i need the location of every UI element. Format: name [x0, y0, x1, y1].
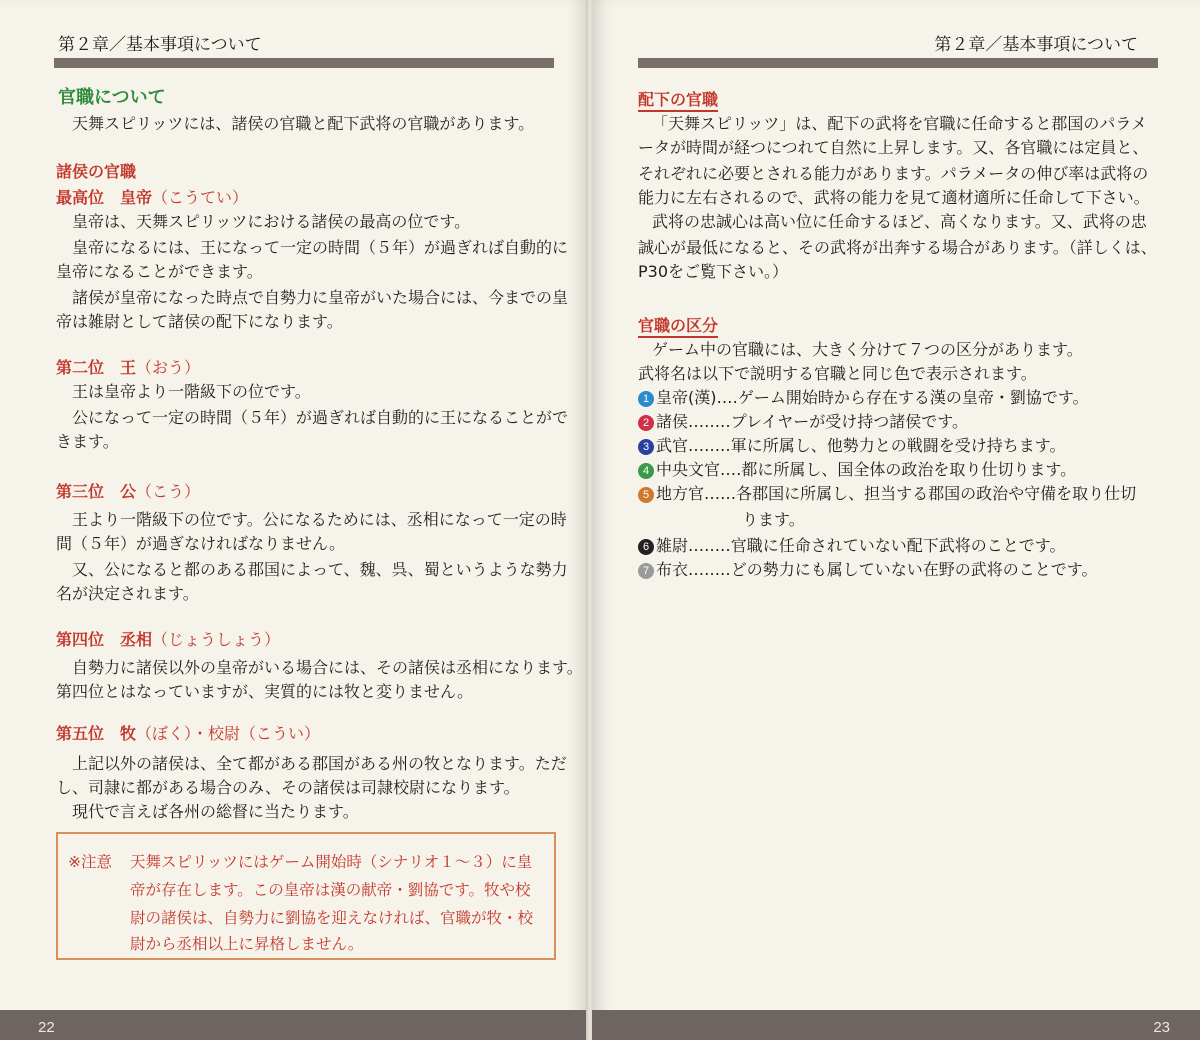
haika-line-5: 武将の忠誠心は高い位に任命するほど、高くなります。又、武将の忠 — [652, 212, 1147, 231]
haika-line-7: P30をご覧下さい。） — [638, 262, 789, 281]
rank-3-line-2: 間（５年）が過ぎなければなりません。 — [56, 534, 345, 553]
rank-3-line-1: 王より一階級下の位です。公になるためには、丞相になって一定の時 — [72, 510, 567, 529]
category-row — [742, 508, 805, 532]
category-number-icon: 1 — [638, 391, 654, 407]
rank-5-line-1: 上記以外の諸侯は、全て都がある郡国がある州の牧となります。ただ — [72, 754, 567, 773]
category-name: 雑尉 — [656, 536, 689, 555]
category-row — [638, 386, 1089, 410]
rank-1-line-2: 皇帝になるには、王になって一定の時間（５年）が過ぎれば自動的に — [72, 238, 569, 257]
category-description: 軍に所属し、他勢力との戦闘を受け持ちます。 — [730, 436, 1066, 455]
haika-line-3: それぞれに必要とされる能力があります。パラメータの伸び率は武将の — [638, 164, 1149, 183]
category-leader-dots: ‥‥‥ — [704, 484, 737, 503]
rank-1-line-4: 諸侯が皇帝になった時点で自勢力に皇帝がいた場合には、今までの皇 — [72, 288, 569, 307]
category-description: 都に所属し、国全体の政治を取り仕切ります。 — [741, 460, 1077, 479]
rank-kana-2: （おう） — [136, 358, 201, 377]
category-name: 中央文官 — [656, 460, 721, 479]
rank-title-1-text: 最高位 皇帝 — [56, 188, 153, 207]
rank-title-3-text: 第三位 公 — [56, 482, 137, 501]
right-page — [592, 0, 1200, 1040]
category-description: プレイヤーが受け持つ諸侯です。 — [730, 412, 969, 431]
section-title-haika-text: 配下の官職 — [638, 90, 718, 112]
rank-1-line-1: 皇帝は、天舞スピリッツにおける諸侯の最高の位です。 — [72, 212, 471, 231]
category-description: ゲーム開始時から存在する漢の皇帝・劉協です。 — [737, 388, 1089, 407]
right-page-header: 第２章／基本事項について — [934, 35, 1138, 55]
category-number-icon: 5 — [638, 487, 654, 503]
note-label: ※注意 — [68, 853, 112, 871]
category-description: 官職に任命されていない配下武将のことです。 — [730, 536, 1066, 555]
rank-title-5-text: 第五位 牧 — [56, 724, 137, 743]
category-number-icon: 2 — [638, 415, 654, 431]
left-page — [0, 0, 588, 1040]
rank-1-line-3: 皇帝になることができます。 — [56, 262, 263, 281]
category-name: 諸侯 — [656, 412, 689, 431]
haika-line-2: ータが時間が経つにつれて自然に上昇します。又、各官職には定員と、 — [638, 138, 1149, 157]
category-number-icon: 6 — [638, 539, 654, 555]
haika-line-1: 「天舞スピリッツ」は、配下の武将を官職に任命すると郡国のパラメ — [652, 114, 1147, 133]
rank-5-line-2: し、司隷に都がある場合のみ、その諸侯は司隷校尉になります。 — [56, 778, 520, 797]
category-name: 武官 — [656, 436, 689, 455]
category-description: 各郡国に所属し、担当する郡国の政治や守備を取り仕切 — [736, 484, 1137, 503]
category-row — [638, 558, 1097, 582]
note-line-4: 尉から丞相以上に昇格しません。 — [130, 935, 364, 953]
rank-title-2 — [56, 356, 200, 380]
category-row — [638, 482, 1136, 506]
left-page-header: 第２章／基本事項について — [58, 35, 262, 55]
section-title-haika — [638, 88, 718, 112]
category-leader-dots: ‥‥‥‥ — [688, 536, 731, 555]
right-footer-bar — [592, 1010, 1200, 1040]
right-page-number: 23 — [1153, 1019, 1170, 1036]
intro-text: 天舞スピリッツには、諸侯の官職と配下武将の官職があります。 — [72, 114, 535, 133]
rank-kana-1: （こうてい） — [152, 188, 249, 207]
kubun-intro-1: ゲーム中の官職には、大きく分けて７つの区分があります。 — [652, 340, 1083, 359]
rank-5-line-3: 現代で言えば各州の総督に当たります。 — [72, 802, 359, 821]
note-line-1: 天舞スピリッツにはゲーム開始時（シナリオ１～３）に皇 — [130, 853, 533, 871]
category-row — [638, 534, 1065, 558]
category-row — [638, 410, 968, 434]
right-header-bar — [638, 58, 1158, 68]
note-box — [56, 832, 556, 960]
category-leader-dots: ‥‥‥‥ — [688, 560, 731, 579]
section-title-kubun — [638, 314, 718, 338]
left-page-number: 22 — [38, 1019, 55, 1036]
rank-kana-5: （ぼく）・校尉（こうい） — [136, 724, 321, 743]
note-line-2: 帝が存在します。この皇帝は漢の献帝・劉協です。牧や校 — [130, 881, 531, 899]
category-name: 布衣 — [656, 560, 689, 579]
rank-title-4 — [56, 628, 280, 652]
rank-title-4-text: 第四位 丞相 — [56, 630, 153, 649]
category-row — [638, 434, 1065, 458]
rank-2-line-3: きます。 — [56, 432, 119, 451]
rank-title-1 — [56, 186, 248, 210]
category-description: どの勢力にも属していない在野の武将のことです。 — [730, 560, 1098, 579]
rank-2-line-2: 公になって一定の時間（５年）が過ぎれば自動的に王になることがで — [72, 408, 569, 427]
category-number-icon: 7 — [638, 563, 654, 579]
category-leader-dots: ‥‥‥‥ — [688, 436, 731, 455]
left-header-bar — [54, 58, 554, 68]
rank-title-5 — [56, 722, 320, 746]
rank-title-3 — [56, 480, 200, 504]
rank-kana-4: （じょうしょう） — [152, 630, 281, 649]
rank-title-2-text: 第二位 王 — [56, 358, 137, 377]
category-leader-dots: ‥‥ — [720, 460, 742, 479]
category-name: 皇帝(漢) — [656, 388, 717, 407]
category-name: 地方官 — [656, 484, 705, 503]
rank-4-line-2: 第四位とはなっていますが、実質的には牧と変りません。 — [56, 682, 473, 701]
rank-4-line-1: 自勢力に諸侯以外の皇帝がいる場合には、その諸侯は丞相になります。 — [72, 658, 583, 677]
rank-3-line-3: 又、公になると都のある郡国によって、魏、呉、蜀というような勢力 — [72, 560, 568, 579]
category-number-icon: 4 — [638, 463, 654, 479]
haika-line-4: 能力に左右されるので、武将の能力を見て適材適所に任命して下さい。 — [638, 188, 1150, 207]
category-number-icon: 3 — [638, 439, 654, 455]
kubun-intro-2: 武将名は以下で説明する官職と同じ色で表示されます。 — [638, 364, 1037, 383]
note-line-3: 尉の諸侯は、自勢力に劉協を迎えなければ、官職が牧・校 — [130, 909, 534, 927]
category-leader-dots: ‥‥ — [716, 388, 738, 407]
rank-2-line-1: 王は皇帝より一階級下の位です。 — [72, 382, 311, 401]
haika-line-6: 誠心が最低になると、その武将が出奔する場合があります。（詳しくは、 — [638, 238, 1157, 257]
sub-title-shoko: 諸侯の官職 — [56, 162, 137, 181]
left-footer-bar — [0, 1010, 588, 1040]
rank-1-line-5: 帝は雑尉として諸侯の配下になります。 — [56, 312, 343, 331]
category-leader-dots: ‥‥‥‥ — [688, 412, 731, 431]
rank-3-line-4: 名が決定されます。 — [56, 584, 199, 603]
section-title-kubun-text: 官職の区分 — [638, 316, 718, 338]
category-description: ります。 — [742, 510, 805, 529]
rank-kana-3: （こう） — [136, 482, 201, 501]
category-row — [638, 458, 1076, 482]
section-title-kanshoku: 官職について — [58, 87, 166, 108]
